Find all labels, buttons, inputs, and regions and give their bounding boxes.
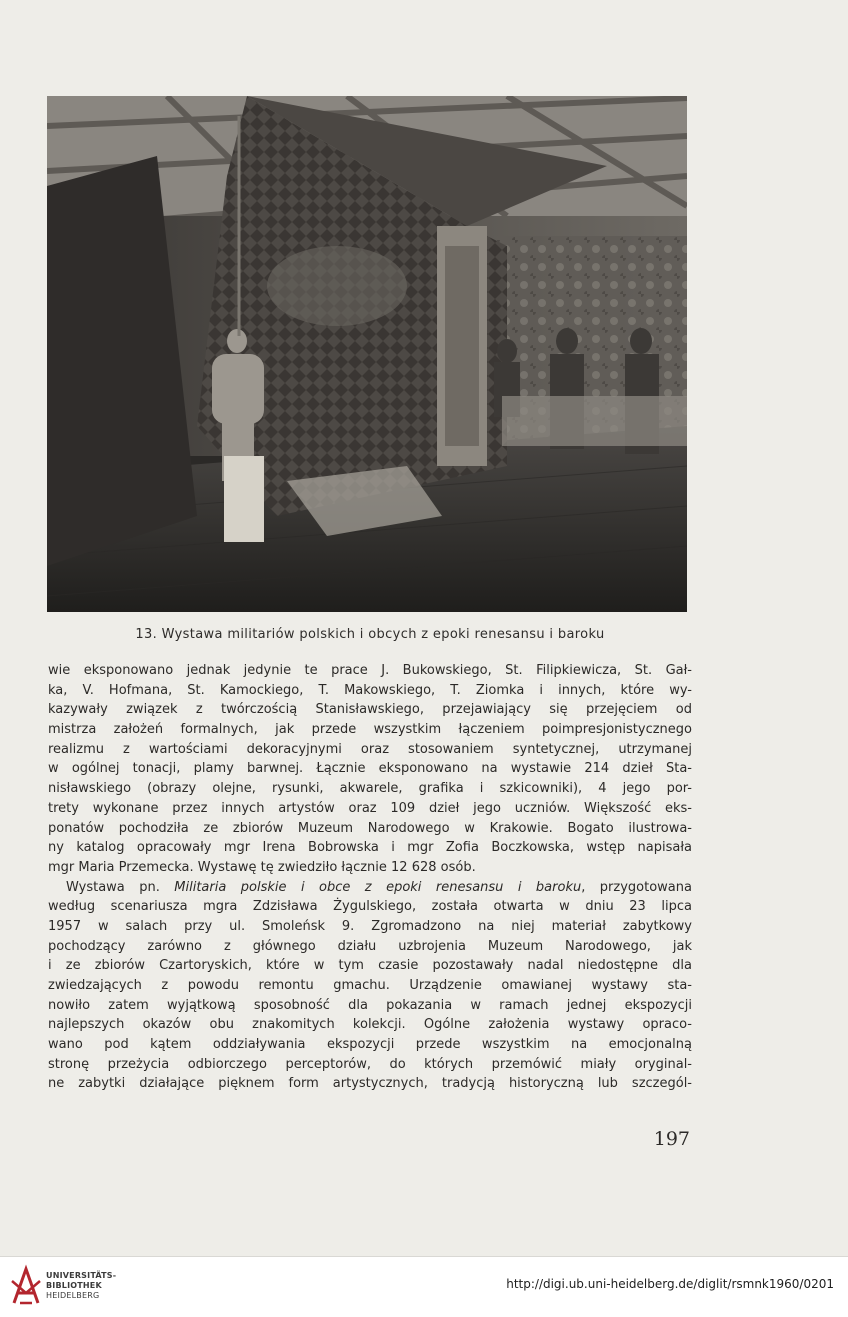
text-line-exhibition-title bbox=[48, 878, 692, 898]
text-line: wano pod kątem oddziaływania ekspozycji przede wszystkim na emocjonalną bbox=[48, 1037, 692, 1053]
text-line: zwiedzających z powodu remontu gmachu. Urządzenie omawianej wystawy sta- bbox=[48, 978, 692, 993]
text-line: 1957 w salach przy ul. Smoleńsk 9. Zgromadzono na niej materiał zabytkowy bbox=[48, 918, 692, 934]
library-footer bbox=[0, 1256, 848, 1317]
text-line: mgr Maria Przemecka. Wystawę tę zwiedziło łącznie 12 628 osób. bbox=[48, 859, 476, 875]
text-line: trety wykonane przez innych artystów oraz 109 dzieł jego uczniów. Większość eks- bbox=[48, 800, 692, 816]
library-logo-icon bbox=[10, 1263, 42, 1309]
permalink-url[interactable]: http://digi.ub.uni-heidelberg.de/diglit/rsmnk1960/0201 bbox=[506, 1277, 834, 1291]
text-line: najlepszych okazów obu znakomitych kolekcji. Ogólne założenia wystawy opraco- bbox=[48, 1017, 692, 1033]
exhibition-title: Militaria polskie i obce z epoki renesansu i baroku bbox=[174, 879, 582, 895]
text-line: w ogólnej tonacji, plamy barwnej. Łącznie eksponowano na wystawie 214 dzieł Sta- bbox=[48, 761, 692, 777]
text-fragment: , przygotowana bbox=[581, 879, 692, 895]
text-line: ne zabytki działające pięknem form artystycznych, tradycją historyczną lub szczegól- bbox=[48, 1076, 692, 1092]
text-line: pochodzący zarówno z głównego działu uzbrojenia Muzeum Narodowego, jak bbox=[48, 938, 692, 954]
text-line: nisławskiego (obrazy olejne, rysunki, akwarele, grafika i szkicowniki), 4 jego por- bbox=[48, 781, 692, 797]
library-name-line: UNIVERSITÄTS- bbox=[46, 1271, 117, 1280]
text-line: mistrza założeń formalnych, jak przede wszystkim łączeniem poimpresjonistycznego bbox=[48, 722, 692, 738]
library-name-line: HEIDELBERG bbox=[46, 1291, 100, 1300]
text-line: realizmu z wartościami dekoracyjnymi oraz stosowaniem syntetycznej, utrzymanej bbox=[48, 741, 692, 757]
text-line: ny katalog opracowały mgr Irena Bobrowska i mgr Zofia Boczkowska, wstęp napisała bbox=[48, 840, 692, 856]
exhibition-photograph bbox=[47, 96, 687, 612]
text-line: ponatów pochodziła ze zbiorów Muzeum Narodowego w Krakowie. Bogato ilustrowa- bbox=[48, 820, 692, 836]
library-name-line: BIBLIOTHEK bbox=[46, 1281, 102, 1290]
body-text bbox=[48, 661, 692, 1094]
text-line: według scenariusza mgra Zdzisława Żygulskiego, została otwarta w dniu 23 lipca bbox=[48, 899, 692, 915]
text-line: i ze zbiorów Czartoryskich, które w tym czasie pozostawały nadal niedostępne dla bbox=[48, 958, 692, 974]
library-name bbox=[46, 1271, 116, 1301]
text-line: kazywały związek z twórczością Stanisławskiego, przejawiający się przejęciem od bbox=[48, 702, 692, 718]
text-line: stronę przeżycia odbiorczego perceptorów, do których przemówić miały oryginal- bbox=[48, 1056, 692, 1072]
text-fragment: Wystawa pn. bbox=[66, 879, 175, 895]
photo-illustration bbox=[47, 96, 687, 612]
text-line: ka, V. Hofmana, St. Kamockiego, T. Makowskiego, T. Ziomka i innych, które wy- bbox=[48, 682, 692, 698]
page-number: 197 bbox=[653, 1128, 690, 1150]
figure-caption: 13. Wystawa militariów polskich i obcych z epoki renesansu i baroku bbox=[135, 627, 605, 642]
text-line: wie eksponowano jednak jedynie te prace J. Bukowskiego, St. Filipkiewicza, St. Gał- bbox=[48, 663, 692, 678]
text-line: nowiło zatem wyjątkową sposobność dla pokazania w ramach jednej ekspozycji bbox=[48, 997, 692, 1013]
